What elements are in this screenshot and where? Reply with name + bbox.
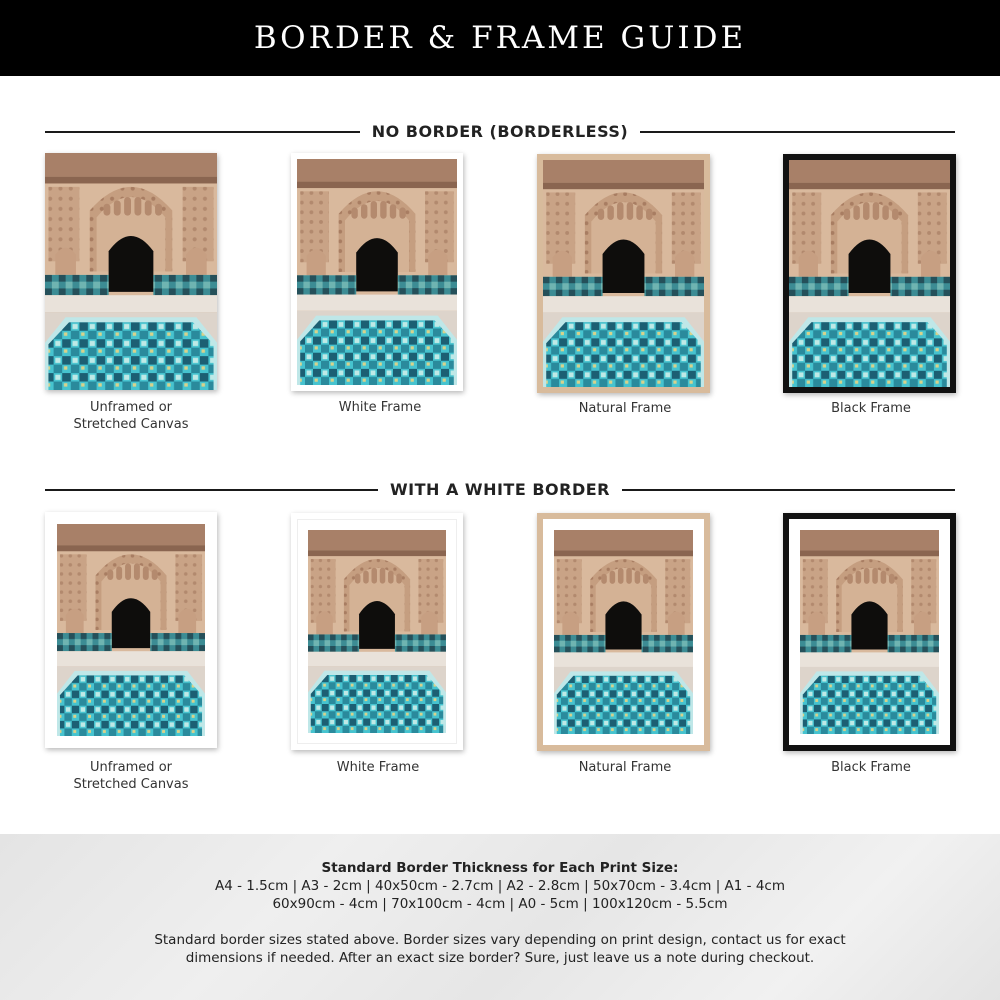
preview-natural-frame-white-border: [537, 513, 710, 751]
preview-white-frame-white-border: [291, 513, 463, 750]
artwork-image: [45, 153, 217, 390]
border-sizes-line-2: 60x90cm - 4cm | 70x100cm - 4cm | A0 - 5cm | 100x120cm - 5.5cm: [272, 896, 728, 912]
section-heading-borderless: [45, 120, 955, 144]
preview-black-frame-white-border: [783, 513, 956, 751]
caption-unframed: Unframed or Stretched Canvas: [73, 400, 189, 432]
section-title: WITH A WHITE BORDER: [378, 480, 622, 499]
artwork-image: [800, 530, 939, 734]
artwork-image: [543, 160, 704, 387]
preview-black-frame-borderless: [783, 154, 956, 393]
page-title: BORDER & FRAME GUIDE: [253, 20, 747, 56]
border-note-line-2: dimensions if needed. After an exact size border? Sure, just leave us a note during checkout.: [185, 950, 815, 966]
header-banner: [0, 0, 1000, 76]
caption-white-frame: White Frame: [338, 400, 422, 415]
caption-natural-frame: Natural Frame: [578, 760, 672, 775]
artwork-image: [308, 530, 446, 733]
preview-unframed-borderless: [45, 153, 217, 390]
border-sizes-line-1: A4 - 1.5cm | A3 - 2cm | 40x50cm - 2.7cm | A2 - 2.8cm | 50x70cm - 3.4cm | A1 - 4cm: [214, 878, 785, 894]
artwork-image: [554, 530, 693, 734]
border-note-line-1: Standard border sizes stated above. Border sizes vary depending on print design, contact us for exact: [154, 932, 846, 948]
border-thickness-info: [0, 834, 1000, 1000]
border-thickness-heading: Standard Border Thickness for Each Print Size:: [321, 860, 679, 876]
artwork-image: [57, 524, 205, 736]
preview-natural-frame-borderless: [537, 154, 710, 393]
artwork-image: [789, 160, 950, 387]
preview-white-frame-borderless: [291, 153, 463, 391]
section-heading-white-border: [45, 478, 955, 502]
caption-black-frame: Black Frame: [831, 401, 911, 416]
caption-white-frame: White Frame: [336, 760, 420, 775]
section-title: NO BORDER (BORDERLESS): [360, 122, 641, 141]
caption-natural-frame: Natural Frame: [578, 401, 672, 416]
preview-unframed-white-border: [45, 512, 217, 748]
artwork-image: [297, 159, 457, 385]
caption-black-frame: Black Frame: [831, 760, 911, 775]
caption-unframed: Unframed or Stretched Canvas: [73, 760, 189, 792]
